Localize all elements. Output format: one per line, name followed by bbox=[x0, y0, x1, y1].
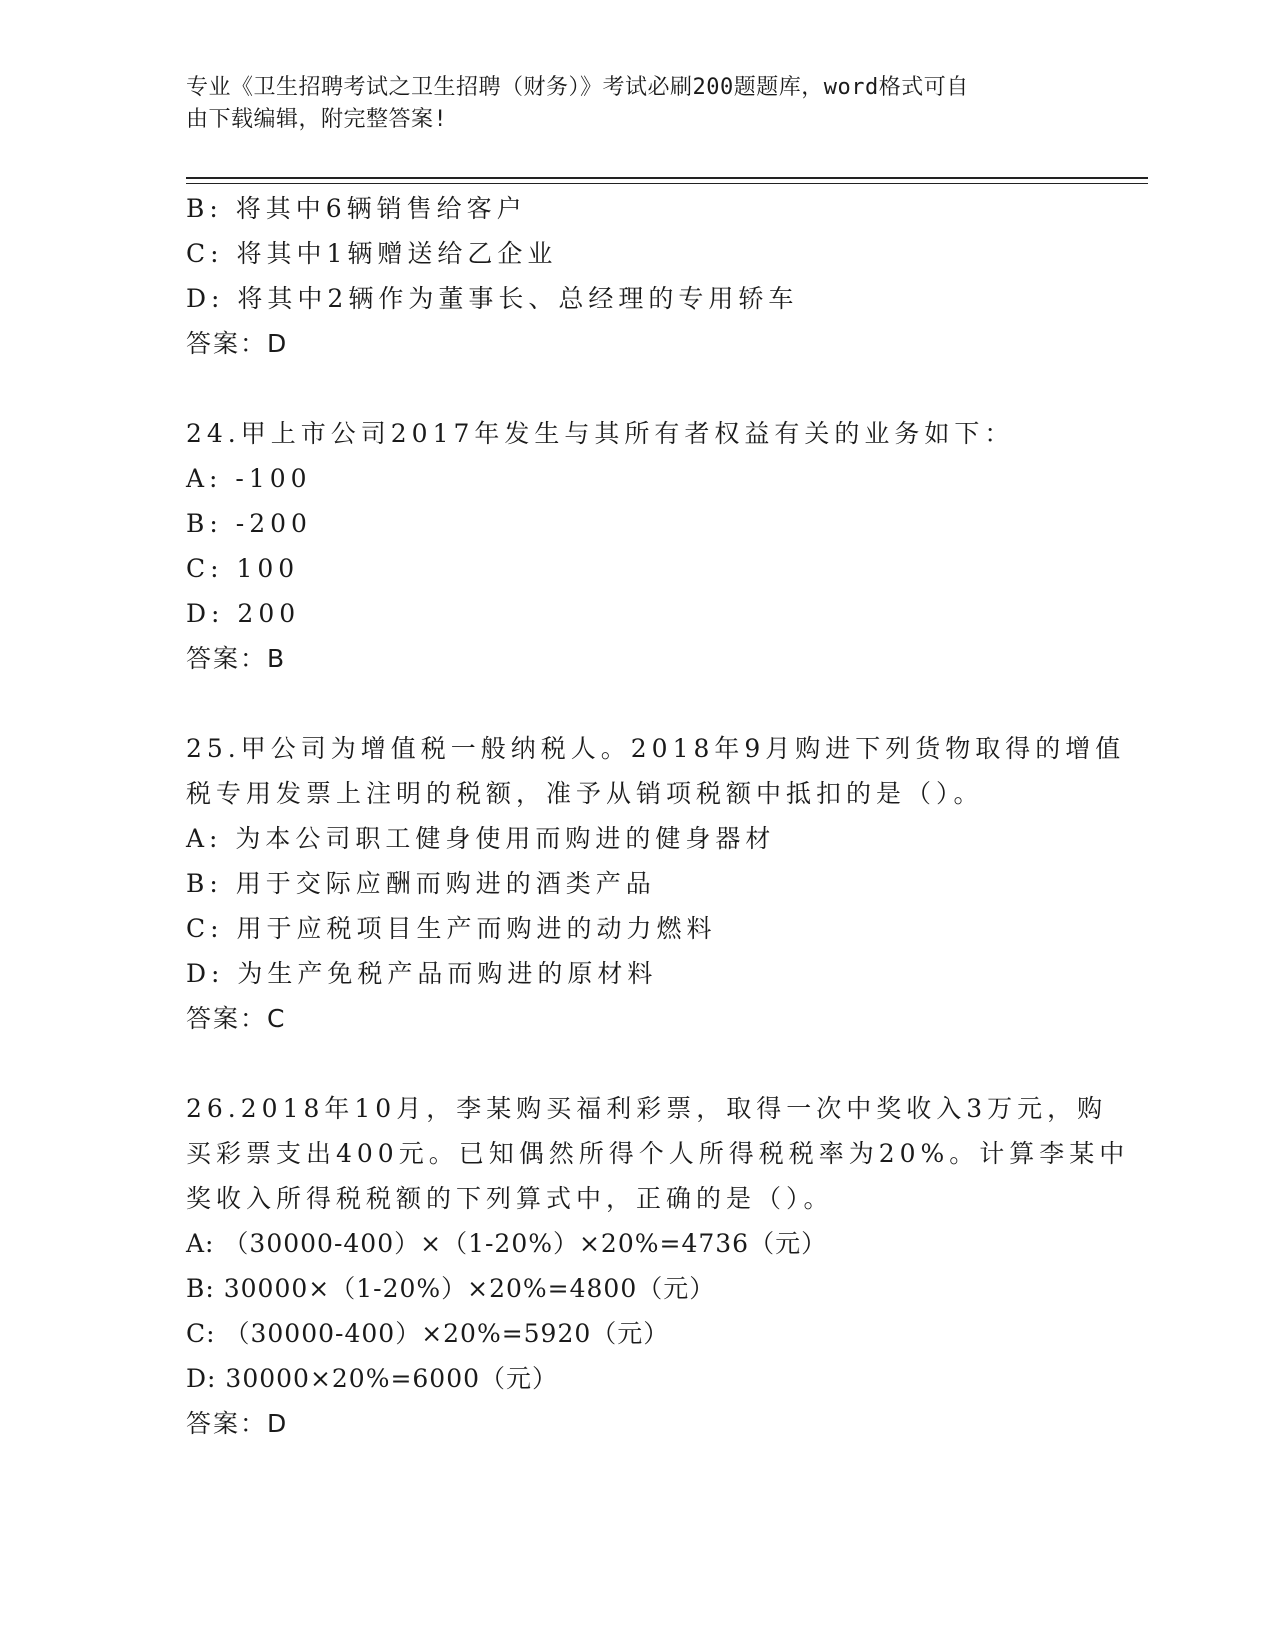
question-text-line-3: 奖收入所得税税额的下列算式中，正确的是（）。 bbox=[186, 1184, 834, 1213]
header-line-2: 由下载编辑，附完整答案! bbox=[186, 107, 448, 132]
question-24 bbox=[186, 411, 1086, 681]
option-a: A: -100 bbox=[186, 464, 312, 493]
option-b: B: -200 bbox=[186, 509, 312, 538]
option-d: D: 200 bbox=[186, 599, 301, 628]
header-rule-thin bbox=[186, 183, 1148, 184]
answer-line: 答案：B bbox=[186, 644, 287, 673]
option-c: C: 用于应税项目生产而购进的动力燃料 bbox=[186, 914, 717, 943]
question-text-line-1: 25.甲公司为增值税一般纳税人。2018年9月购进下列货物取得的增值 bbox=[186, 734, 1126, 763]
option-d: D: 为生产免税产品而购进的原材料 bbox=[186, 959, 658, 988]
question-23 bbox=[186, 186, 1086, 366]
option-c: C: （30000-400）×20%=5920（元） bbox=[186, 1319, 670, 1348]
question-text: 24.甲上市公司2017年发生与其所有者权益有关的业务如下： bbox=[186, 419, 1015, 448]
option-c: C: 将其中1辆赠送给乙企业 bbox=[186, 239, 558, 268]
answer-line: 答案：D bbox=[186, 1409, 289, 1438]
header-line-1: 专业《卫生招聘考试之卫生招聘（财务）》考试必刷200题题库，word格式可自 bbox=[186, 75, 969, 100]
answer-line: 答案：D bbox=[186, 329, 289, 358]
option-b: B: 30000×（1-20%）×20%=4800（元） bbox=[186, 1274, 716, 1303]
question-text-line-1: 26.2018年10月，李某购买福利彩票，取得一次中奖收入3万元，购 bbox=[186, 1094, 1108, 1123]
answer-line: 答案：C bbox=[186, 1004, 287, 1033]
option-a: A: 为本公司职工健身使用而购进的健身器材 bbox=[186, 824, 776, 853]
option-c: C: 100 bbox=[186, 554, 300, 583]
option-a: A: （30000-400）×（1-20%）×20%=4736（元） bbox=[186, 1229, 828, 1258]
question-text-line-2: 买彩票支出400元。已知偶然所得个人所得税税率为20%。计算李某中 bbox=[186, 1139, 1130, 1168]
option-d: D: 将其中2辆作为董事长、总经理的专用轿车 bbox=[186, 284, 799, 313]
option-b: B: 将其中6辆销售给客户 bbox=[186, 194, 527, 223]
option-d: D: 30000×20%=6000（元） bbox=[186, 1364, 559, 1393]
question-25 bbox=[186, 726, 1126, 1041]
question-26 bbox=[186, 1086, 1130, 1446]
question-text-line-2: 税专用发票上注明的税额，准予从销项税额中抵扣的是（）。 bbox=[186, 779, 984, 808]
header-rule-thick bbox=[186, 177, 1148, 179]
document-body bbox=[186, 186, 1130, 1491]
document-header bbox=[186, 72, 1066, 136]
option-b: B: 用于交际应酬而购进的酒类产品 bbox=[186, 869, 656, 898]
